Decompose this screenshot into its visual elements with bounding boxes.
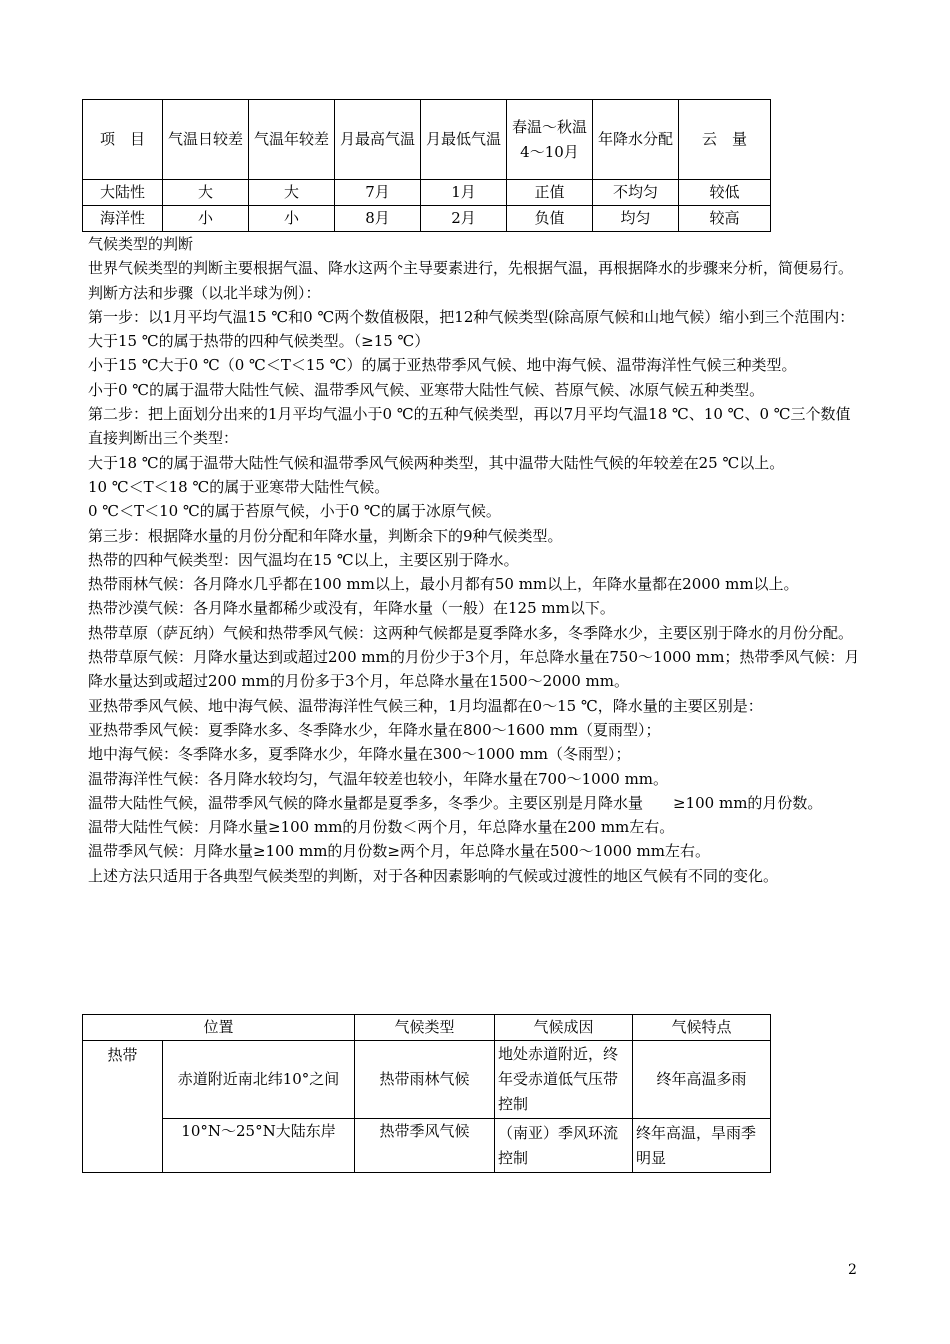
paragraph: 亚热带季风气候：夏季降水多、冬季降水少，年降水量在800～1600 mm（夏雨型）； — [88, 720, 661, 739]
paragraph: 上述方法只适用于各典型气候类型的判断，对于各种因素影响的气候或过渡性的地区气候有不同的变化。 — [88, 866, 779, 885]
paragraph: 地中海气候：冬季降水多，夏季降水少，年降水量在300～1000 mm（冬雨型）； — [88, 745, 631, 764]
table-cell: 2月 — [421, 206, 507, 232]
table-cell: 较低 — [679, 180, 771, 206]
table-cell: 不均匀 — [593, 180, 679, 206]
table-cell: 终年高温多雨 — [633, 1041, 771, 1119]
page-number: 2 — [848, 1262, 857, 1278]
header-cell: 位置 — [83, 1015, 355, 1041]
table-cell: 较高 — [679, 206, 771, 232]
table-cell: 终年高温，旱雨季明显 — [633, 1119, 771, 1173]
paragraph: 判断方法和步骤（以北半球为例）： — [88, 283, 321, 302]
paragraph: 大于15 ℃的属于热带的四种气候类型。（≥15 ℃） — [88, 332, 430, 351]
paragraph: 温带季风气候：月降水量≥100 mm的月份数≥两个月，年总降水量在500～1000 mm左右。 — [88, 842, 711, 861]
paragraph: 世界气候类型的判断主要根据气温、降水这两个主导要素进行，先根据气温，再根据降水的步骤来分析，简便易行。 — [88, 259, 854, 278]
paragraph: 10 ℃＜T＜18 ℃的属于亚寒带大陆性气候。 — [88, 477, 390, 496]
table-row — [83, 1041, 771, 1119]
table-cell: （南亚）季风环流控制 — [495, 1119, 633, 1173]
table-cell: 正值 — [507, 180, 593, 206]
table-cell: 10°N～25°N大陆东岸 — [163, 1119, 355, 1173]
table-cell: 海洋性 — [83, 206, 163, 232]
paragraph: 第一步：以1月平均气温15 ℃和0 ℃两个数值极限，把12种气候类型(除高原气候和山地气候）缩小到三个范围内： — [88, 307, 855, 326]
table-header-row — [83, 1015, 771, 1041]
table-cell: 7月 — [335, 180, 421, 206]
table-cell: 大陆性 — [83, 180, 163, 206]
paragraph: 温带海洋性气候：各月降水较均匀，气温年较差也较小，年降水量在700～1000 mm。 — [88, 769, 669, 788]
header-cell: 气候类型 — [355, 1015, 495, 1041]
header-cell: 月最高气温 — [335, 100, 421, 180]
paragraph: 温带大陆性气候，温带季风气候的降水量都是夏季多，冬季少。主要区别是月降水量 ≥100 mm的月份数。 — [88, 793, 823, 812]
table-cell: 大 — [249, 180, 335, 206]
header-cell: 年降水分配 — [593, 100, 679, 180]
paragraph: 0 ℃＜T＜10 ℃的属于苔原气候，小于0 ℃的属于冰原气候。 — [88, 502, 501, 521]
paragraph: 小于15 ℃大于0 ℃（0 ℃＜T＜15 ℃）的属于亚热带季风气候、地中海气候、温带海洋性气候三种类型。 — [88, 356, 797, 375]
header-cell: 气温年较差 — [249, 100, 335, 180]
header-cell: 项 目 — [83, 100, 163, 180]
header-cell: 云 量 — [679, 100, 771, 180]
header-cell: 月最低气温 — [421, 100, 507, 180]
table-cell: 1月 — [421, 180, 507, 206]
climate-type-table — [82, 1014, 771, 1173]
body-text — [88, 232, 864, 888]
header-cell: 气候成因 — [495, 1015, 633, 1041]
header-cell: 春温～秋温4～10月 — [507, 100, 593, 180]
header-cell: 气温日较差 — [163, 100, 249, 180]
paragraph: 热带沙漠气候：各月降水量都稀少或没有，年降水量（一般）在125 mm以下。 — [88, 599, 615, 618]
table-header-row — [83, 100, 771, 180]
table-cell: 小 — [163, 206, 249, 232]
table-row — [83, 180, 771, 206]
table-cell: 赤道附近南北纬10°之间 — [163, 1041, 355, 1119]
table-row — [83, 206, 771, 232]
paragraph: 第二步：把上面划分出来的1月平均气温小于0 ℃的五种气候类型，再以7月平均气温18 ℃、10 ℃、0 ℃三个数值直接判断出三个类型： — [88, 405, 851, 448]
table-cell: 均匀 — [593, 206, 679, 232]
paragraph: 第三步：根据降水量的月份分配和年降水量，判断余下的9种气候类型。 — [88, 526, 563, 545]
paragraph: 热带的四种气候类型：因气温均在15 ℃以上，主要区别于降水。 — [88, 550, 519, 569]
paragraph: 亚热带季风气候、地中海气候、温带海洋性气候三种，1月均温都在0～15 ℃，降水量的主要区别是： — [88, 696, 763, 715]
paragraph: 热带雨林气候：各月降水几乎都在100 mm以上，最小月都有50 mm以上，年降水量都在2000 mm以上。 — [88, 575, 799, 594]
table-cell: 大 — [163, 180, 249, 206]
table-cell: 8月 — [335, 206, 421, 232]
zone-cell: 热带 — [83, 1041, 163, 1173]
continental-oceanic-comparison-table — [82, 99, 771, 232]
paragraph: 热带草原（萨瓦纳）气候和热带季风气候：这两种气候都是夏季降水多，冬季降水少，主要区别于降水的月份分配。热带草原气候：月降水量达到或超过200 mm的月份少于3个月，年总降水量在750～1000 mm；热带季风气候：月降水量达到或超过200 mm的月份多于3个月，年总降水量在1500～2000 mm。 — [88, 623, 860, 691]
paragraph: 温带大陆性气候：月降水量≥100 mm的月份数＜两个月，年总降水量在200 mm左右。 — [88, 818, 675, 837]
table-cell: 热带季风气候 — [355, 1119, 495, 1173]
section-heading: 气候类型的判断 — [88, 235, 194, 253]
paragraph: 大于18 ℃的属于温带大陆性气候和温带季风气候两种类型，其中温带大陆性气候的年较差在25 ℃以上。 — [88, 453, 785, 472]
header-cell: 气候特点 — [633, 1015, 771, 1041]
table-cell: 地处赤道附近，终年受赤道低气压带控制 — [495, 1041, 633, 1119]
table-cell: 负值 — [507, 206, 593, 232]
table-row — [83, 1119, 771, 1173]
paragraph: 小于0 ℃的属于温带大陆性气候、温带季风气候、亚寒带大陆性气候、苔原气候、冰原气候五种类型。 — [88, 380, 765, 399]
table-cell: 热带雨林气候 — [355, 1041, 495, 1119]
table-cell: 小 — [249, 206, 335, 232]
